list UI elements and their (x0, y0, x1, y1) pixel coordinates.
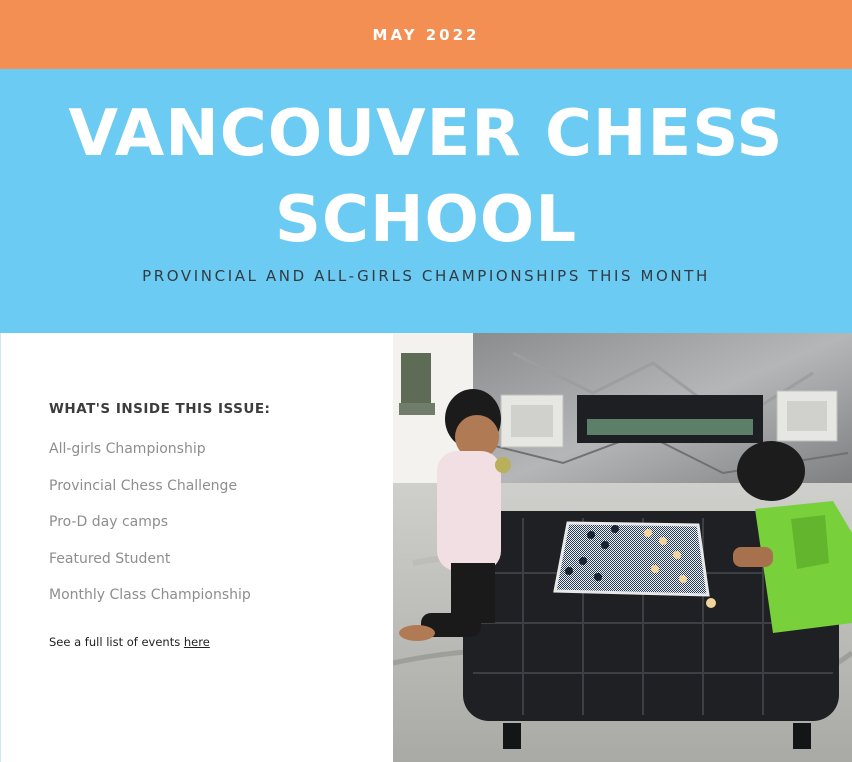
contents-item[interactable]: Monthly Class Championship (49, 587, 251, 603)
contents-item[interactable]: Pro-D day camps (49, 514, 169, 530)
kids-playing-chess-photo (393, 333, 852, 762)
contents-item[interactable]: Featured Student (49, 550, 171, 567)
hero-banner (0, 69, 852, 333)
title-line-1: VANCOUVER CHESS (68, 97, 784, 171)
events-note (49, 635, 210, 649)
contents-item[interactable]: All-girls Championship (49, 441, 206, 457)
contents-item[interactable]: Provincial Chess Challenge (49, 477, 238, 494)
contents-list (49, 439, 251, 622)
contents-sidebar (0, 333, 393, 762)
events-link[interactable]: here (183, 635, 210, 649)
newsletter-subtitle: PROVINCIAL AND ALL-GIRLS CHAMPIONSHIPS THIS MONTH (142, 267, 710, 285)
chess-board (555, 523, 708, 595)
newsletter-title (0, 91, 852, 263)
date-banner (0, 0, 852, 69)
issue-date: MAY 2022 (372, 25, 480, 44)
contents-heading: WHAT'S INSIDE THIS ISSUE: (49, 401, 271, 417)
title-line-2: SCHOOL (274, 183, 578, 257)
events-text: See a full list of events (49, 635, 184, 649)
